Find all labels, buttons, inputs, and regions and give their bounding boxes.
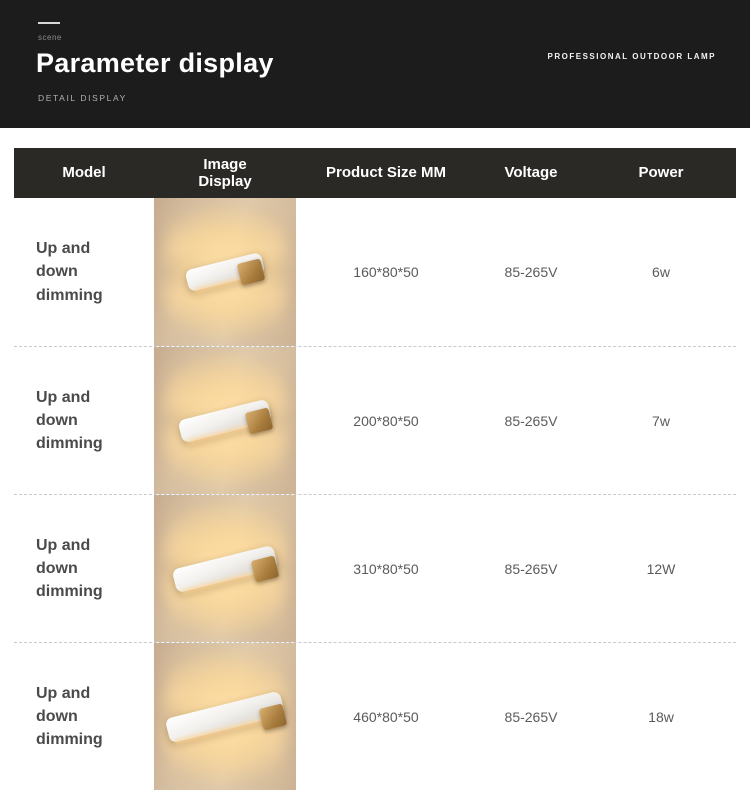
model-line-3: dimming bbox=[36, 435, 103, 453]
table-header-voltage: Voltage bbox=[504, 164, 558, 182]
cell-model bbox=[14, 347, 154, 494]
lamp-photo bbox=[154, 347, 296, 494]
table-header-image bbox=[154, 148, 296, 198]
model-line-1: Up and bbox=[36, 684, 91, 702]
page-title: Parameter display bbox=[36, 48, 274, 78]
cell-model bbox=[14, 198, 154, 346]
table-row bbox=[14, 346, 736, 494]
cell-size: 200*80*50 bbox=[353, 412, 419, 429]
table-header-row bbox=[14, 148, 736, 198]
page-subtitle: DETAIL DISPLAY bbox=[38, 93, 127, 103]
cell-power: 12W bbox=[646, 560, 676, 577]
table-header-image-line2: Display bbox=[198, 173, 252, 190]
page-header bbox=[0, 0, 750, 128]
cell-voltage: 85-265V bbox=[504, 264, 558, 280]
cell-model bbox=[14, 495, 154, 642]
table-header-power: Power bbox=[638, 164, 684, 182]
model-line-3: dimming bbox=[36, 286, 103, 304]
table-header-size: Product Size MM bbox=[325, 164, 446, 182]
cell-power: 18w bbox=[648, 708, 674, 725]
parameter-table bbox=[14, 148, 736, 790]
model-line-3: dimming bbox=[36, 583, 103, 601]
cell-size: 310*80*50 bbox=[353, 560, 419, 577]
cell-model bbox=[14, 643, 154, 790]
lamp-photo bbox=[154, 495, 296, 642]
cell-size: 160*80*50 bbox=[353, 264, 419, 280]
header-dash-icon bbox=[38, 22, 60, 24]
lamp-photo bbox=[154, 643, 296, 790]
model-line-2: down bbox=[36, 411, 78, 429]
table-header-model: Model bbox=[62, 164, 106, 182]
cell-size: 460*80*50 bbox=[353, 708, 419, 725]
model-line-1: Up and bbox=[36, 240, 91, 258]
header-eyebrow: scene bbox=[38, 33, 62, 42]
cell-power: 6w bbox=[652, 264, 670, 280]
model-line-2: down bbox=[36, 559, 78, 577]
model-line-2: down bbox=[36, 707, 78, 725]
brand-tagline: PROFESSIONAL OUTDOOR LAMP bbox=[547, 52, 716, 61]
lamp-upward-beam bbox=[165, 206, 285, 258]
model-line-1: Up and bbox=[36, 536, 91, 554]
model-line-2: down bbox=[36, 263, 78, 281]
table-header-image-line1: Image bbox=[203, 155, 247, 173]
table-row bbox=[14, 198, 736, 346]
lamp-photo bbox=[154, 198, 296, 346]
table-row bbox=[14, 642, 736, 790]
lamp-downward-beam bbox=[165, 286, 285, 338]
table-row bbox=[14, 494, 736, 642]
model-line-3: dimming bbox=[36, 731, 103, 749]
cell-voltage: 85-265V bbox=[504, 412, 558, 429]
cell-voltage: 85-265V bbox=[504, 560, 558, 577]
cell-voltage: 85-265V bbox=[504, 708, 558, 725]
model-line-1: Up and bbox=[36, 388, 91, 406]
cell-power: 7w bbox=[652, 412, 670, 429]
